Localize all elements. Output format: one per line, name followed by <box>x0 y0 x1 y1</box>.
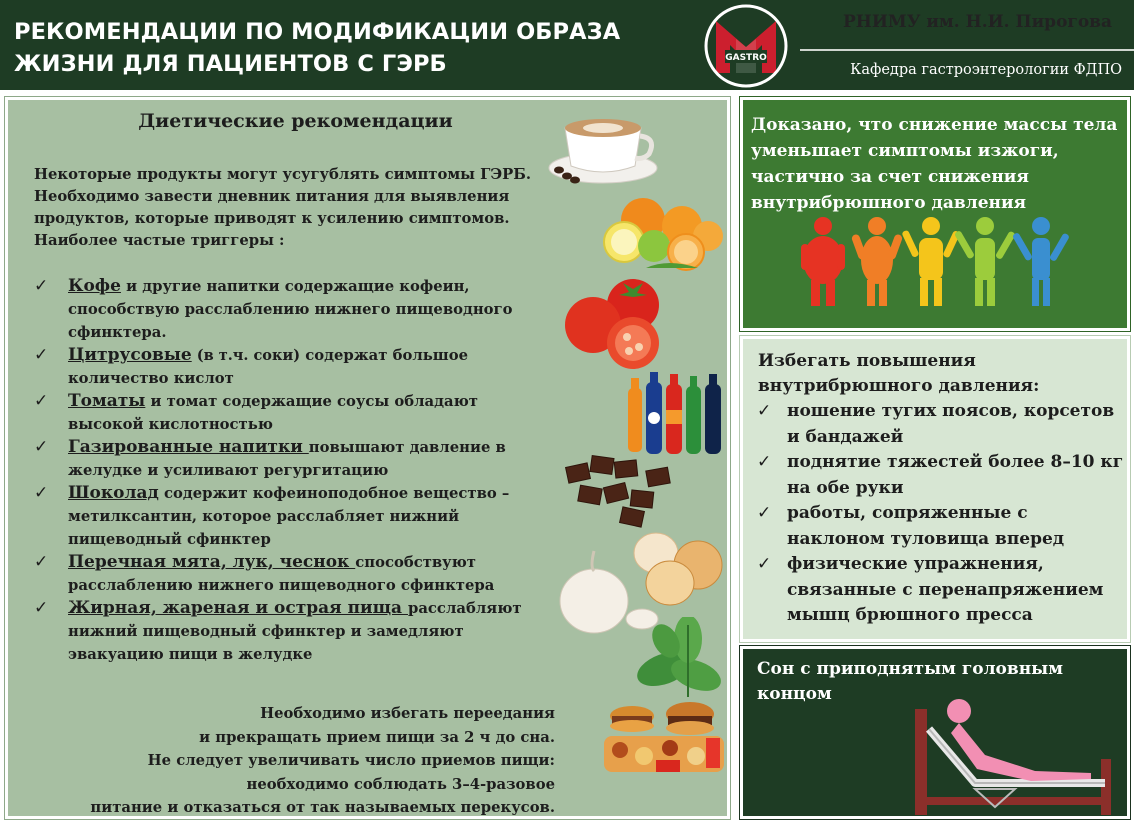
soda-bottles-image <box>624 368 728 458</box>
list-item-text: поднятие тяжестей более 8–10 кг на обе руки <box>787 452 1124 498</box>
organization-name: РНИМУ им. Н.И. Пирогова <box>842 12 1112 32</box>
list-item <box>757 501 1127 552</box>
trigger-item-soda <box>32 436 552 482</box>
list-item <box>757 399 1127 450</box>
note-line: необходимо соблюдать 3–4-разовое <box>246 775 555 793</box>
list-item <box>757 552 1127 629</box>
sleep-panel <box>740 646 1130 819</box>
raised-bed-image <box>915 689 1115 817</box>
trigger-note: (в т.ч. соки) <box>191 347 301 364</box>
weight-loss-panel <box>740 97 1130 331</box>
gastro-logo <box>698 3 794 89</box>
mint-image <box>626 617 731 701</box>
figure-icon <box>954 217 1016 306</box>
weight-loss-figures-image <box>801 216 1069 308</box>
trigger-name: Газированные напитки <box>68 437 309 457</box>
checkmark-icon: ✓ <box>757 503 772 523</box>
trigger-item-tomatoes <box>32 390 552 436</box>
checkmark-icon: ✓ <box>757 401 772 421</box>
chocolate-image <box>561 451 679 531</box>
figure-icon <box>901 217 960 306</box>
figure-icon <box>801 217 845 306</box>
logo-text: GASTRO <box>725 53 767 63</box>
trigger-name: Томаты <box>68 391 146 411</box>
coffee-cup-image <box>543 104 663 188</box>
note-line: Необходимо избегать переедания <box>260 705 555 722</box>
diet-intro: Некоторые продукты могут усугублять симптомы ГЭРБ. Необходимо завести дневник питания для выявления продуктов, которые приводят к усилению симптомов. Наиболее частые триггеры : <box>34 166 532 249</box>
checkmark-icon: ✓ <box>757 452 772 472</box>
trigger-list <box>32 275 552 666</box>
fast-food-image <box>598 694 730 780</box>
trigger-text: повышают давление в желудке и усиливают регургитацию <box>68 439 506 479</box>
header-divider <box>800 49 1134 51</box>
pressure-list <box>757 399 1127 629</box>
title-line-2: ЖИЗНИ ДЛЯ ПАЦИЕНТОВ С ГЭРБ <box>14 51 447 77</box>
checkmark-icon: ✓ <box>757 554 772 574</box>
trigger-name: Перечная мята, лук, чеснок <box>68 552 356 572</box>
note-line: Не следует увеличивать число приемов пищи: <box>147 752 555 769</box>
trigger-text: содержат большое количество кислот <box>68 347 468 387</box>
list-item <box>757 450 1127 501</box>
trigger-name: Цитрусовые <box>68 345 192 365</box>
trigger-item-citrus <box>32 344 552 390</box>
header-banner <box>0 0 1134 90</box>
department-name: Кафедра гастроэнтерологии ФДПО <box>850 62 1122 78</box>
title-line-1: РЕКОМЕНДАЦИИ ПО МОДИФИКАЦИИ ОБРАЗА <box>14 19 621 45</box>
diet-panel <box>5 97 730 819</box>
checkmark-icon: ✓ <box>34 276 49 296</box>
checkmark-icon: ✓ <box>34 598 49 618</box>
trigger-name: Шоколад <box>68 483 159 503</box>
diet-heading: Диетические рекомендации <box>138 110 453 132</box>
trigger-text: и другие напитки содержащие кофеин, способствую расслаблению нижнего пищеводного сфинктера. <box>68 278 513 341</box>
trigger-text: способствуют расслаблению нижнего пищеводного сфинктера <box>68 554 495 594</box>
weight-loss-text: Доказано, что снижение массы тела уменьшает симптомы изжоги, частично за счет снижения внутрибрюшного давления <box>751 115 1118 213</box>
list-item-text: ношение тугих поясов, корсетов и бандажей <box>787 401 1115 447</box>
trigger-name: Жирная, жареная и острая пища <box>68 598 408 618</box>
checkmark-icon: ✓ <box>34 552 49 572</box>
checkmark-icon: ✓ <box>34 437 49 457</box>
list-item-text: физические упражнения, связанные с перенапряжением мышц брюшного пресса <box>787 554 1104 625</box>
figure-icon <box>851 217 903 306</box>
trigger-text: содержит кофеиноподобное вещество – метилксантин, которое расслабляет нижний пищеводный сфинктер <box>68 485 510 548</box>
list-item-text: работы, сопряженные с наклоном туловища вперед <box>787 503 1065 549</box>
pressure-heading: Избегать повышения внутрибрюшного давления: <box>758 351 1040 396</box>
checkmark-icon: ✓ <box>34 483 49 503</box>
tomatoes-image <box>561 277 676 373</box>
note-line: питание и отказаться от так называемых перекусов. <box>90 799 555 816</box>
figure-icon <box>1012 217 1069 306</box>
checkmark-icon: ✓ <box>34 391 49 411</box>
trigger-item-fatty-food <box>32 597 552 666</box>
note-line: и прекращать прием пищи за 2 ч до сна. <box>199 728 555 746</box>
sleep-text: Сон с приподнятым головным концом <box>757 659 1063 704</box>
page-title <box>14 16 654 80</box>
citrus-fruits-image <box>598 194 728 274</box>
trigger-item-chocolate <box>32 482 552 551</box>
checkmark-icon: ✓ <box>34 345 49 365</box>
trigger-item-coffee <box>32 275 552 344</box>
pressure-panel <box>740 336 1130 642</box>
trigger-item-mint-onion-garlic <box>32 551 552 597</box>
trigger-name: Кофе <box>68 276 121 296</box>
trigger-text: расслабляют нижний пищеводный сфинктер и замедляют эвакуацию пищи в желудке <box>68 600 522 663</box>
overeating-note <box>75 702 555 820</box>
trigger-text: и томат содержащие соусы обладают высокой кислотностью <box>68 393 478 433</box>
